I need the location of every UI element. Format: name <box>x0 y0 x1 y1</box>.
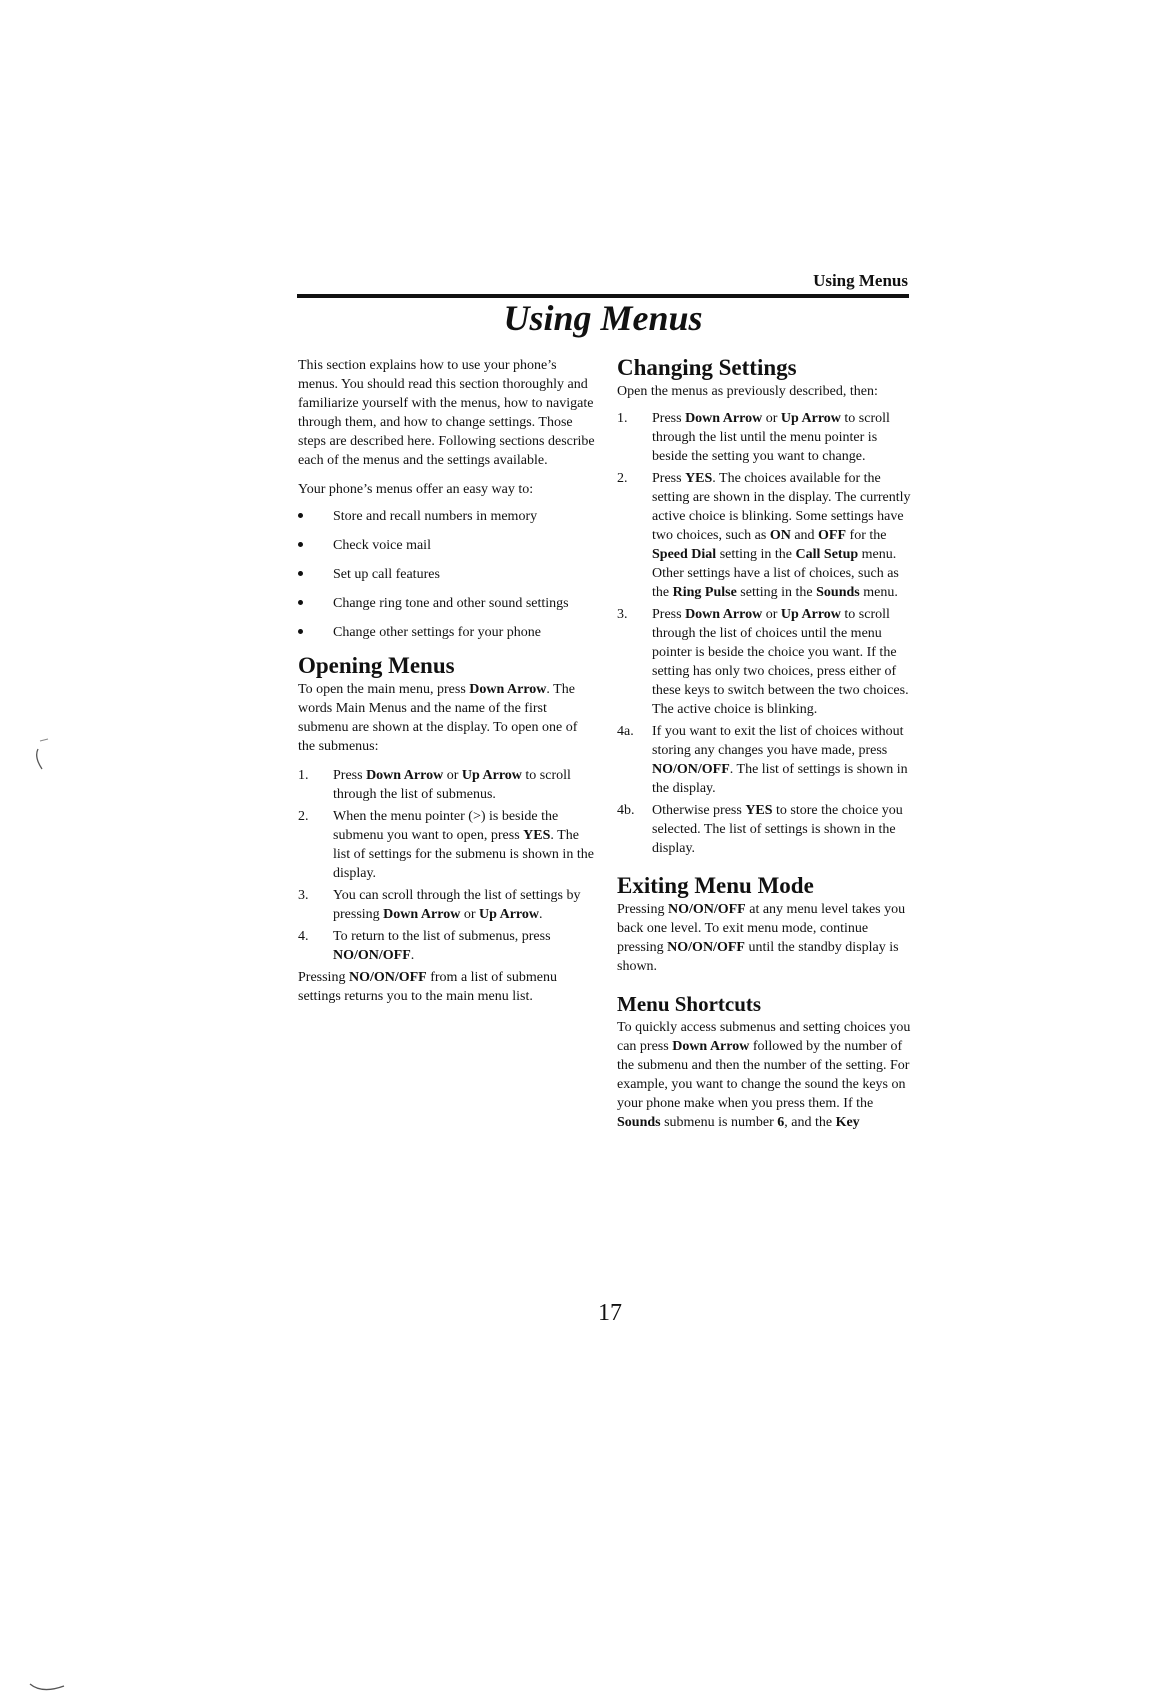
changing-settings-heading: Changing Settings <box>617 355 797 380</box>
running-header: Using Menus <box>813 271 908 290</box>
changing-steps <box>617 409 913 858</box>
step-item: 2. Press YES. The choices available for the setting are shown in the display. The currently active choice is blinking. Some settings have two choices, such as ON and OFF for the Speed Dial setting in the Call Setup menu. Other settings have a list of choices, such as the Ring Pulse setting in the Sounds menu. <box>617 471 911 600</box>
right-column <box>617 354 913 1132</box>
list-item: Change other settings for your phone <box>298 623 596 642</box>
scan-mark <box>28 1680 68 1700</box>
exiting-menu-heading: Exiting Menu Mode <box>617 873 814 898</box>
feature-list <box>298 507 596 642</box>
opening-menus-heading: Opening Menus <box>298 653 455 678</box>
step-item: 4a. If you want to exit the list of choices without storing any changes you have made, press NO/ON/OFF. The list of settings is shown in the display. <box>617 724 908 796</box>
opening-menus-footer: Pressing NO/ON/OFF from a list of submenu settings returns you to the main menu list. <box>298 970 557 1004</box>
step-item: 3. Press Down Arrow or Up Arrow to scroll through the list of choices until the menu pointer is beside the choice you want. If the setting has only two choices, press either of these keys to switch between the two choices. The active choice is blinking. <box>617 607 909 717</box>
page-title: Using Menus <box>503 298 703 338</box>
list-item: Store and recall numbers in memory <box>298 507 596 526</box>
scan-mark <box>28 735 68 775</box>
step-item: 4. To return to the list of submenus, press NO/ON/OFF. <box>298 929 551 963</box>
exiting-paragraph: Pressing NO/ON/OFF at any menu level takes you back one level. To exit menu mode, continue pressing NO/ON/OFF until the standby display is shown. <box>617 902 906 974</box>
intro-paragraph: This section explains how to use your phone’s menus. You should read this section thoroughly and familiarize yourself with the menus, how to navigate through them, and how to change settings. Those steps are described here. Following sections describe each of the menus and the settings available. <box>298 358 595 468</box>
step-item: 1. Press Down Arrow or Up Arrow to scroll through the list of submenus. <box>298 768 571 802</box>
step-item: 1. Press Down Arrow or Up Arrow to scroll through the list until the menu pointer is beside the setting you want to change. <box>617 411 890 464</box>
page-number: 17 <box>598 1300 622 1326</box>
changing-settings-intro: Open the menus as previously described, then: <box>617 384 878 399</box>
menu-shortcuts-heading: Menu Shortcuts <box>617 992 762 1016</box>
step-item: 3. You can scroll through the list of settings by pressing Down Arrow or Up Arrow. <box>298 888 581 922</box>
intro-lead: Your phone’s menus offer an easy way to: <box>298 482 534 497</box>
step-item: 4b. Otherwise press YES to store the choice you selected. The list of settings is shown in the display. <box>617 803 903 856</box>
left-column <box>298 356 596 1006</box>
opening-steps <box>298 766 596 965</box>
list-item: Check voice mail <box>298 536 596 555</box>
opening-menus-paragraph: To open the main menu, press Down Arrow. The words Main Menus and the name of the first submenu are shown at the display. To open one of the submenus: <box>298 682 578 754</box>
shortcuts-paragraph: To quickly access submenus and setting choices you can press Down Arrow followed by the number of the submenu and then the number of the setting. For example, you want to change the sound the keys on your phone make when you press them. If the Sounds submenu is number 6, and the Key <box>617 1020 911 1130</box>
list-item: Change ring tone and other sound settings <box>298 594 596 613</box>
step-item: 2. When the menu pointer (>) is beside the submenu you want to open, press YES. The list of settings for the submenu is shown in the display. <box>298 809 594 881</box>
list-item: Set up call features <box>298 565 596 584</box>
